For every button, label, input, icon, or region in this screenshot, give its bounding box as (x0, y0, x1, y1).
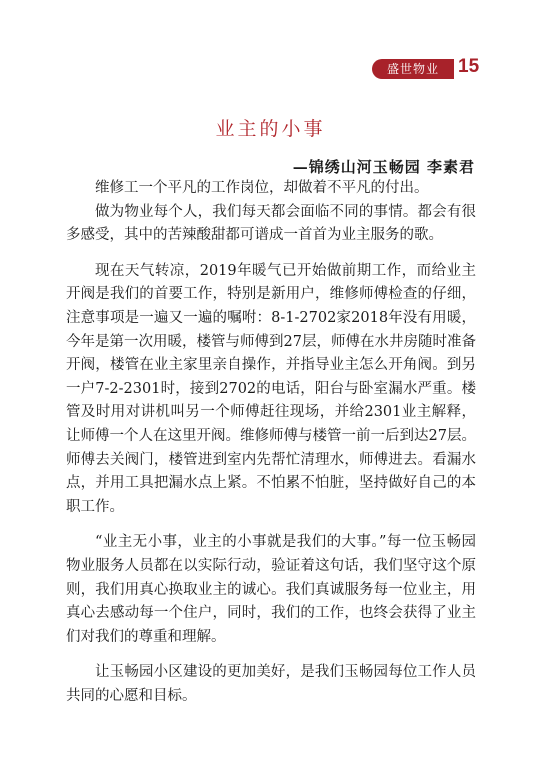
page-number: 15 (458, 56, 480, 77)
section-label-badge: 盛世物业 (372, 59, 454, 79)
paragraph-2: 做为物业每个人，我们每天都会面临不同的事情。都会有很多感受，其中的苦辣酸甜都可谱成一首首为业主服务的歌。 (66, 203, 476, 244)
paragraph-3: 现在天气转凉，2019年暖气已开始做前期工作，而给业主开阀是我们的首要工作，特别是新用户，维修师傅检查的仔细，注意事项是一遍又一遍的嘱咐：8-1-2702家2018年没有用暖，今年是第一次用暖，楼管与师傅到27层，师傅在水井房随时准备开阀，楼管在业主家里亲自操作，并指导业主怎么开角阀。到另一户7-2-2301时，接到2702的电话，阳台与卧室漏水严重。楼管及时用对讲机叫另一个师傅赶往现场，并给2301业主解释，让师傅一个人在这里开阀。维修师傅与楼管一前一后到达27层。师傅去关阀门，楼管进到室内先帮忙清理水，师傅进去。看漏水点，并用工具把漏水点上紧。不怕累不怕脏，坚持做好自己的本职工作。 (66, 262, 476, 515)
paragraph-4: “业主无小事，业主的小事就是我们的大事。”每一位玉畅园物业服务人员都在以实际行动，验证着这句话，我们坚守这个原则，我们用真心换取业主的诚心。我们真诚服务每一位业主，用真心去感动每一个住户，同时，我们的工作，也终会获得了业主们对我们的尊重和理解。 (66, 534, 476, 645)
article-body (66, 177, 476, 708)
paragraph-5: 让玉畅园小区建设的更加美好，是我们玉畅园每位工作人员共同的心愿和目标。 (66, 664, 476, 704)
paragraph-1: 维修工一个平凡的工作岗位，却做着不平凡的付出。 (95, 180, 429, 196)
article-byline: —锦绣山河玉畅园 李素君 (292, 158, 475, 176)
article-title: 业主的小事 (215, 118, 326, 140)
